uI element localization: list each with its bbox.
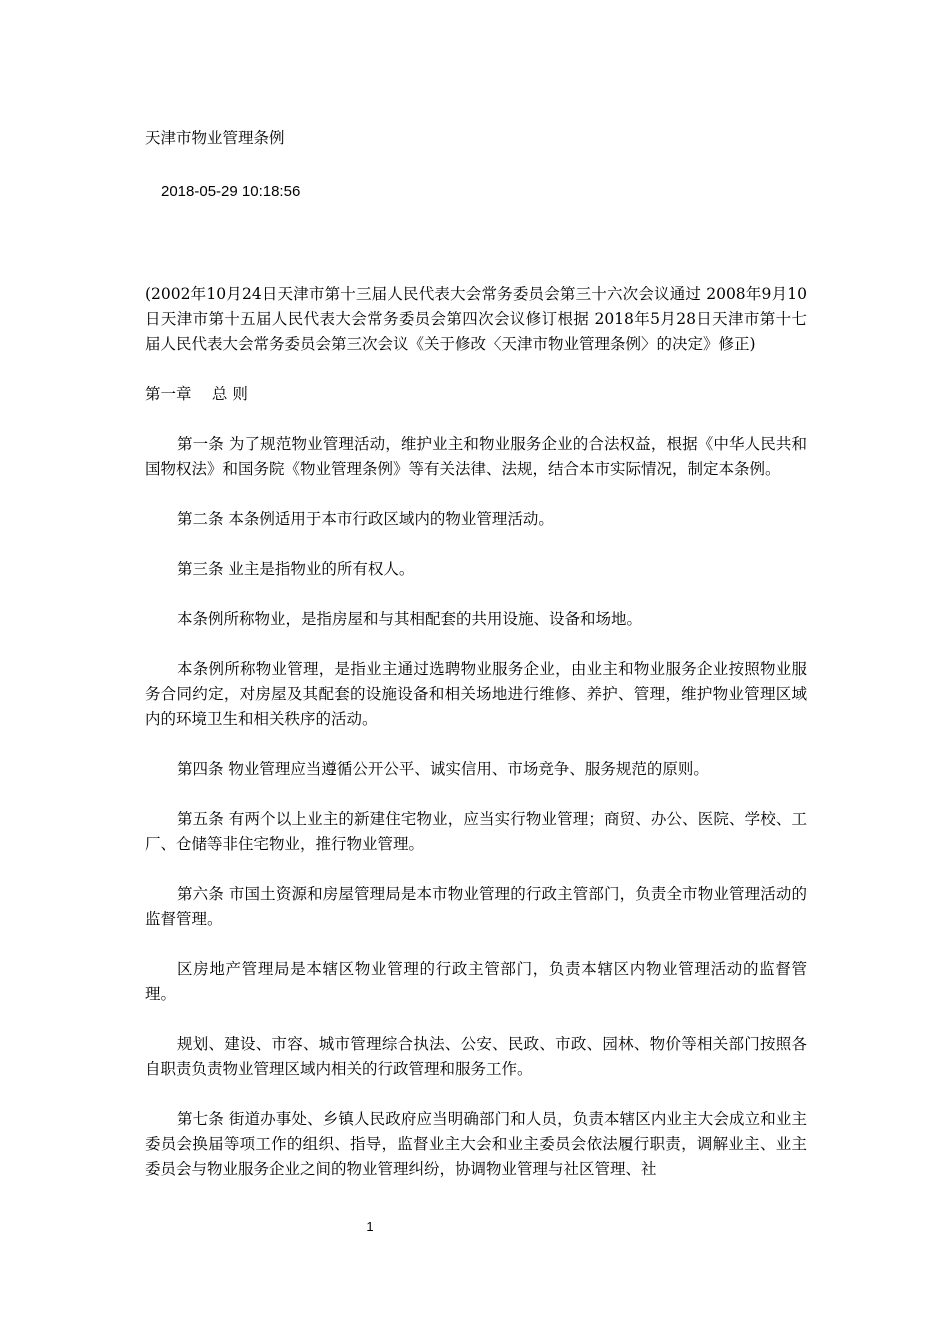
- document-body: [145, 126, 807, 1207]
- article-3-management-definition: 本条例所称物业管理，是指业主通过选聘物业服务企业，由业主和物业服务企业按照物业服务合同约定，对房屋及其配套的设施设备和相关场地进行维修、养护、管理，维护物业管理区域内的环境卫生和相关秩序的活动。: [145, 660, 807, 728]
- article-7: 第七条 街道办事处、乡镇人民政府应当明确部门和人员，负责本辖区内业主大会成立和业主委员会换届等项工作的组织、指导，监督业主大会和业主委员会依法履行职责，调解业主、业主委员会与物业服务企业之间的物业管理纠纷，协调物业管理与社区管理、社: [145, 1110, 807, 1178]
- article-1: 第一条 为了规范物业管理活动，维护业主和物业服务企业的合法权益，根据《中华人民共和国物权法》和国务院《物业管理条例》等有关法律、法规，结合本市实际情况，制定本条例。: [145, 435, 807, 478]
- page-number: 1: [366, 1219, 374, 1234]
- article-3: 第三条 业主是指物业的所有权人。: [177, 560, 415, 578]
- article-5: 第五条 有两个以上业主的新建住宅物业，应当实行物业管理；商贸、办公、医院、学校、工厂、仓储等非住宅物业，推行物业管理。: [145, 810, 807, 853]
- preamble: (2002年10月24日天津市第十三届人民代表大会常务委员会第三十六次会议通过 2008年9月10日天津市第十五届人民代表大会常务委员会第四次会议修订根据 2018年5月28日天津市第十七届人民代表大会常务委员会第三次会议《关于修改〈天津市物业管理条例〉的决定》修正): [145, 285, 807, 353]
- article-6-departments: 规划、建设、市容、城市管理综合执法、公安、民政、市政、园林、物价等相关部门按照各自职责负责物业管理区域内相关的行政管理和服务工作。: [145, 1035, 807, 1078]
- article-4: 第四条 物业管理应当遵循公开公平、诚实信用、市场竞争、服务规范的原则。: [177, 760, 709, 778]
- publish-date: 2018-05-29 10:18:56: [161, 183, 301, 200]
- document-title: 天津市物业管理条例: [145, 129, 285, 147]
- article-6: 第六条 市国土资源和房屋管理局是本市物业管理的行政主管部门，负责全市物业管理活动的监督管理。: [145, 885, 807, 928]
- article-3-property-definition: 本条例所称物业，是指房屋和与其相配套的共用设施、设备和场地。: [177, 610, 643, 628]
- article-6-district: 区房地产管理局是本辖区物业管理的行政主管部门，负责本辖区内物业管理活动的监督管理。: [145, 960, 807, 1003]
- chapter-heading: 第一章 总 则: [145, 385, 248, 403]
- article-2: 第二条 本条例适用于本市行政区域内的物业管理活动。: [177, 510, 554, 528]
